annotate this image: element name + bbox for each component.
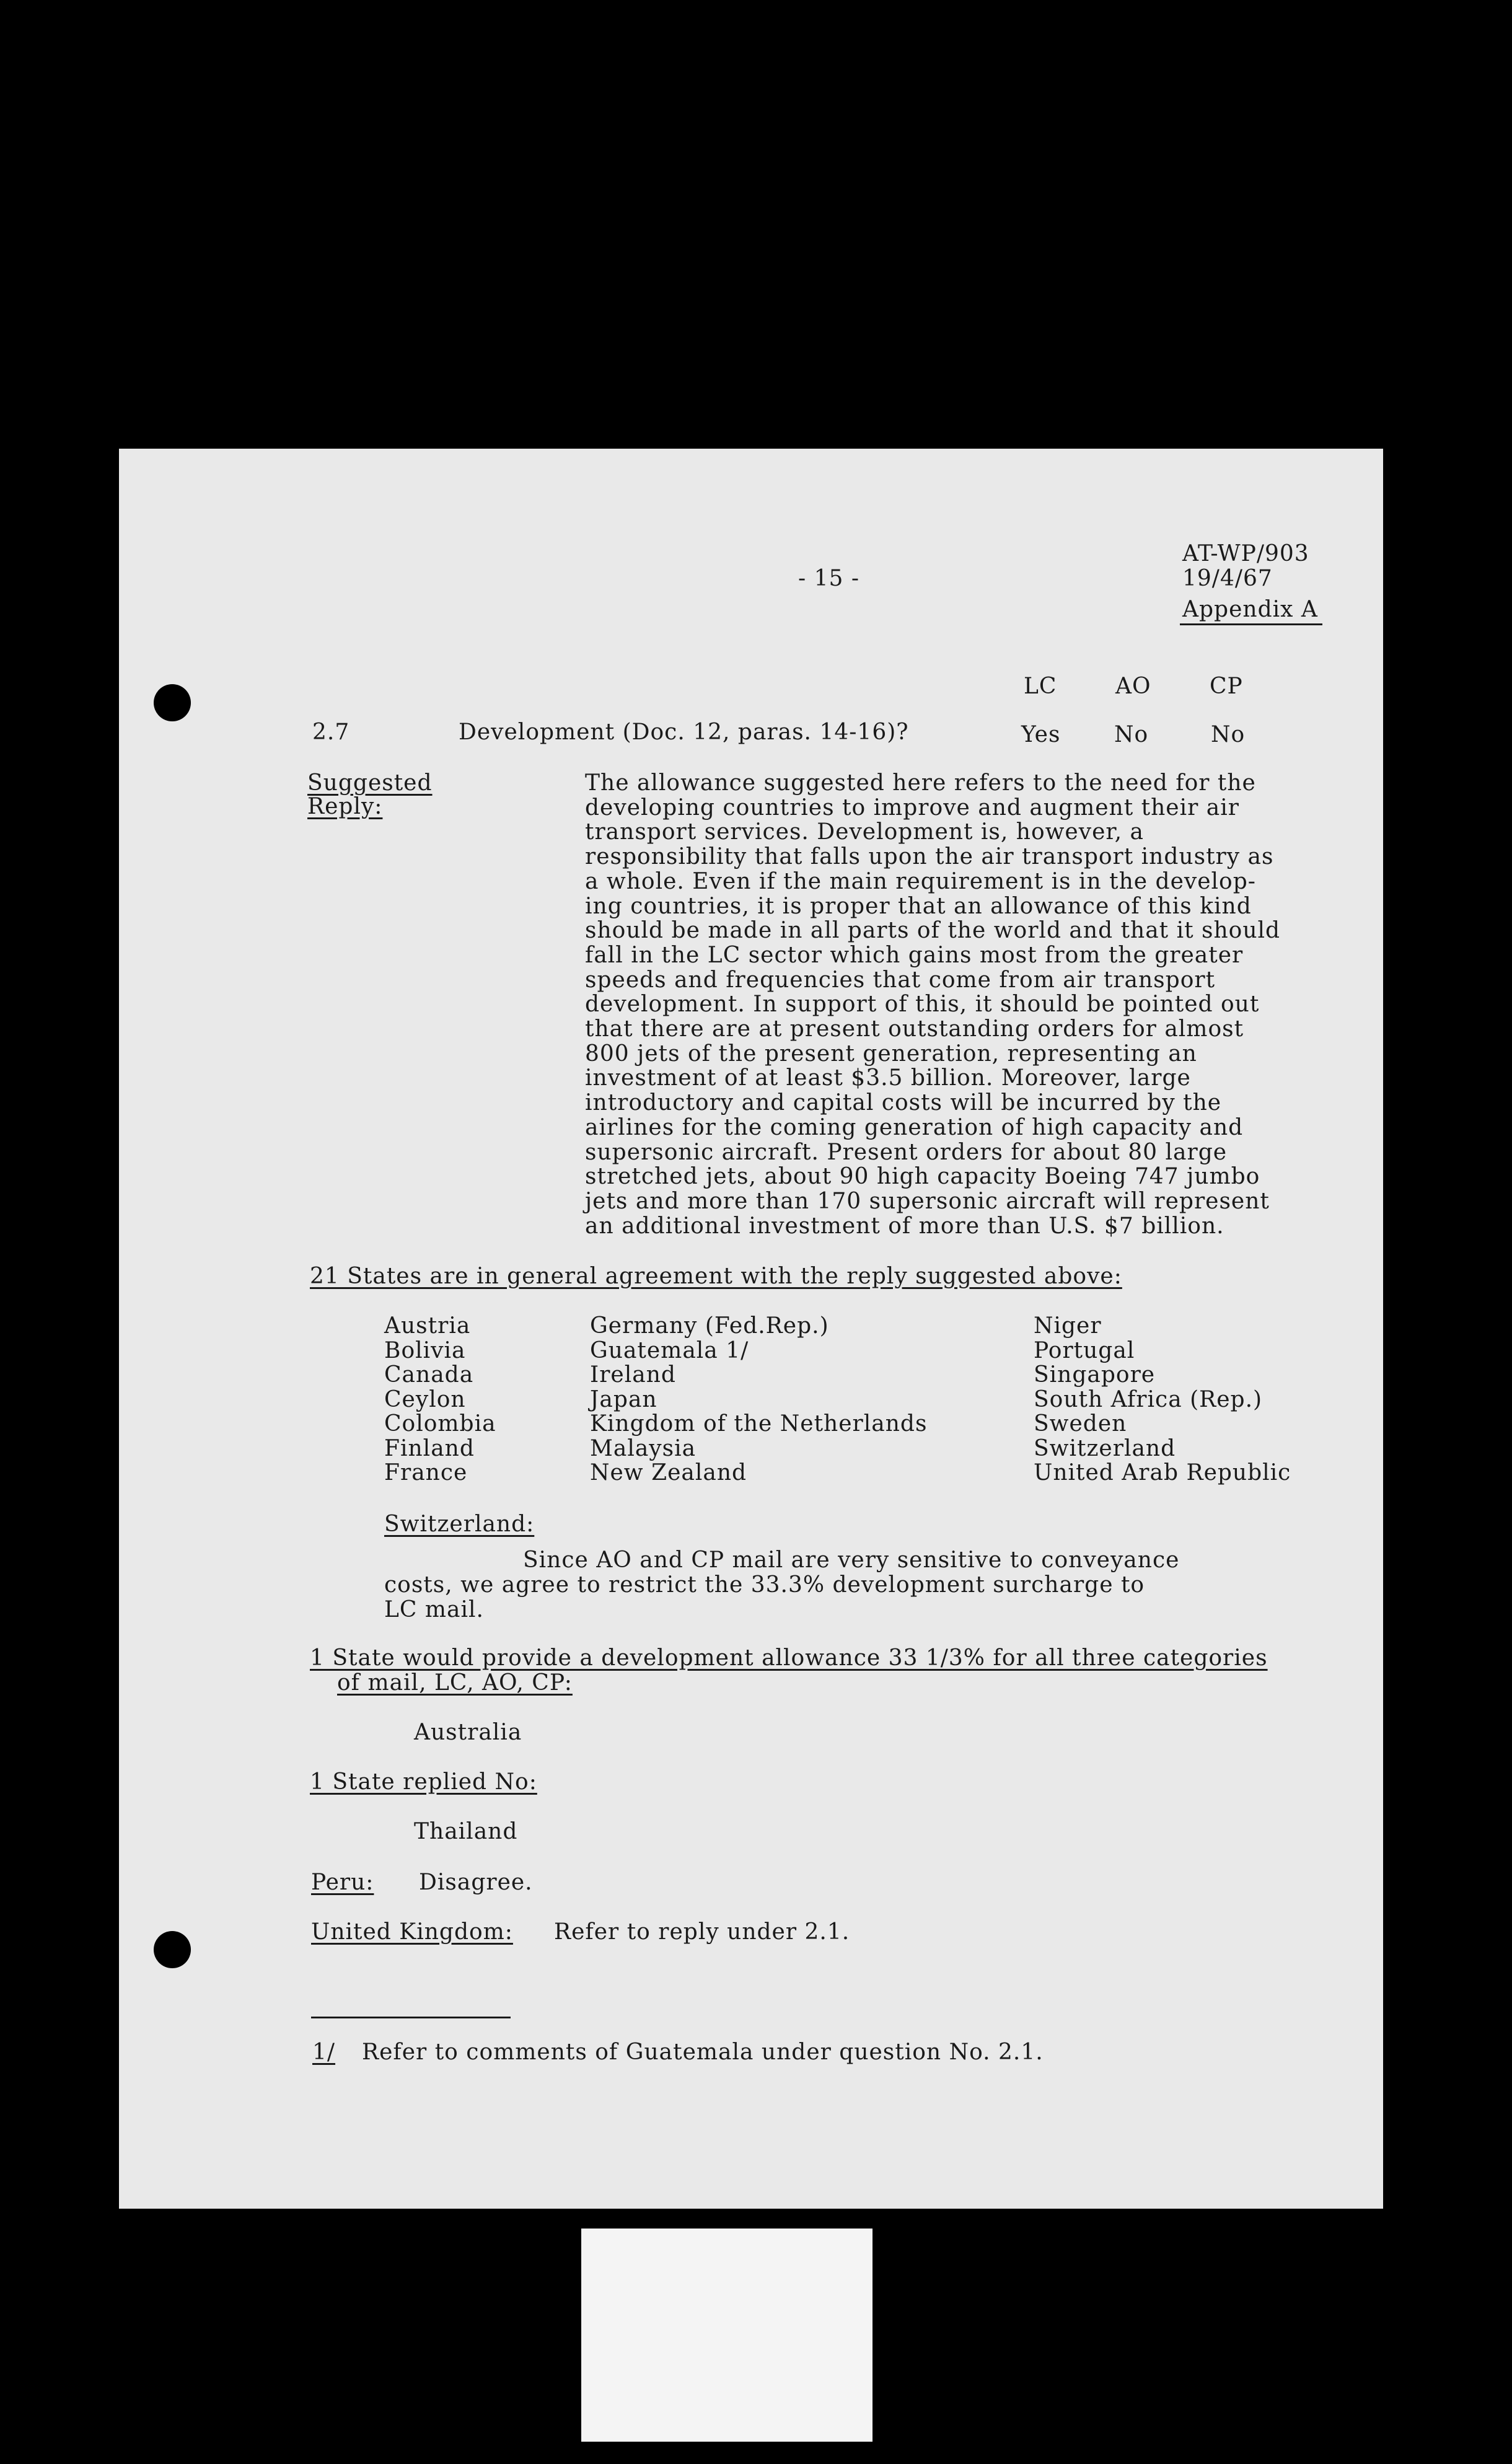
uk-text: Refer to reply under 2.1. bbox=[554, 1919, 850, 1945]
reply-line: an additional investment of more than U.S. $7 billion. bbox=[585, 1213, 1224, 1239]
reply-line: transport services. Development is, however, a bbox=[585, 819, 1144, 845]
reply-line: introductory and capital costs will be incurred by the bbox=[585, 1090, 1222, 1116]
document-page bbox=[119, 449, 1383, 2209]
footnote-text: Refer to comments of Guatemala under question No. 2.1. bbox=[362, 2039, 1044, 2065]
state-item: Niger bbox=[1034, 1313, 1102, 1339]
state-item: Bolivia bbox=[384, 1337, 466, 1363]
suggested-reply-text bbox=[585, 771, 1316, 1238]
reply-line: fall in the LC sector which gains most from the greater bbox=[585, 942, 1244, 968]
peru-text: Disagree. bbox=[419, 1870, 533, 1895]
switzerland-line: costs, we agree to restrict the 33.3% development surcharge to bbox=[384, 1572, 1145, 1598]
state-item: Singapore bbox=[1034, 1362, 1156, 1388]
state-item: Sweden bbox=[1034, 1411, 1127, 1437]
reply-line: a whole. Even if the main requirement is in the develop- bbox=[585, 868, 1256, 894]
state-australia: Australia bbox=[414, 1720, 522, 1745]
state-item: Kingdom of the Netherlands bbox=[590, 1411, 928, 1437]
reply-line: development. In support of this, it should be pointed out bbox=[585, 992, 1260, 1018]
reply-line: airlines for the coming generation of high capacity and bbox=[585, 1114, 1244, 1140]
states-col-1 bbox=[384, 1314, 496, 1485]
appendix-underline bbox=[1180, 623, 1322, 625]
state-item: Colombia bbox=[384, 1411, 496, 1437]
reply-line: The allowance suggested here refers to the need for the bbox=[585, 770, 1256, 796]
appendix-label: Appendix A bbox=[1182, 597, 1318, 622]
answer-ao: No bbox=[1114, 722, 1149, 747]
punch-hole-top bbox=[154, 684, 191, 721]
state-item: France bbox=[384, 1460, 468, 1485]
doc-date: 19/4/67 bbox=[1182, 566, 1273, 591]
answer-lc: Yes bbox=[1021, 722, 1061, 747]
reply-line: supersonic aircraft. Present orders for about 80 large bbox=[585, 1139, 1228, 1165]
states-col-3 bbox=[1034, 1314, 1291, 1485]
state-item: Malaysia bbox=[590, 1435, 697, 1461]
state-item: Japan bbox=[590, 1386, 657, 1412]
col-cp: CP bbox=[1210, 674, 1243, 699]
state-thailand: Thailand bbox=[414, 1819, 518, 1844]
state-item: Ireland bbox=[590, 1362, 676, 1388]
state-item: Austria bbox=[384, 1313, 471, 1339]
doc-ref: AT-WP/903 bbox=[1182, 541, 1309, 566]
page-number: - 15 - bbox=[798, 566, 860, 591]
agreement-heading: 21 States are in general agreement with the reply suggested above: bbox=[310, 1264, 1122, 1289]
punch-hole-bottom bbox=[154, 1931, 191, 1968]
reply-line: jets and more than 170 supersonic aircraft will represent bbox=[585, 1188, 1270, 1214]
states-col-2 bbox=[590, 1314, 927, 1485]
footnote-mark: 1/ bbox=[312, 2039, 336, 2065]
switzerland-line: Since AO and CP mail are very sensitive to conveyance bbox=[523, 1547, 1180, 1573]
state-item: Germany (Fed.Rep.) bbox=[590, 1313, 829, 1339]
question-text: Development (Doc. 12, paras. 14-16)? bbox=[459, 719, 909, 745]
state-item: New Zealand bbox=[590, 1460, 747, 1485]
suggested-label-2: Reply: bbox=[307, 794, 383, 819]
one-state-all-line1: 1 State would provide a development allowance 33 1/3% for all three categories bbox=[310, 1645, 1268, 1671]
state-item: South Africa (Rep.) bbox=[1034, 1386, 1263, 1412]
switzerland-label: Switzerland: bbox=[384, 1511, 535, 1537]
reply-line: stretched jets, about 90 high capacity Boeing 747 jumbo bbox=[585, 1164, 1260, 1190]
footnote-rule bbox=[311, 2017, 511, 2018]
reply-line: responsibility that falls upon the air transport industry as bbox=[585, 844, 1274, 870]
one-state-no-heading: 1 State replied No: bbox=[310, 1769, 537, 1795]
reply-line: speeds and frequencies that come from air transport bbox=[585, 967, 1216, 993]
state-item: Switzerland bbox=[1034, 1435, 1176, 1461]
peru-label: Peru: bbox=[311, 1870, 374, 1895]
state-item: Ceylon bbox=[384, 1386, 466, 1412]
state-item: Canada bbox=[384, 1362, 474, 1388]
switzerland-line: LC mail. bbox=[384, 1597, 484, 1622]
suggested-label-1: Suggested bbox=[307, 770, 433, 796]
state-item: Guatemala 1/ bbox=[590, 1337, 749, 1363]
uk-label: United Kingdom: bbox=[311, 1919, 513, 1945]
film-target-card bbox=[581, 2229, 872, 2442]
state-item: United Arab Republic bbox=[1034, 1460, 1291, 1485]
reply-line: investment of at least $3.5 billion. Moreover, large bbox=[585, 1065, 1191, 1091]
question-number: 2.7 bbox=[312, 719, 350, 745]
reply-line: should be made in all parts of the world and that it should bbox=[585, 918, 1281, 944]
reply-line: that there are at present outstanding orders for almost bbox=[585, 1016, 1244, 1042]
answer-cp: No bbox=[1211, 722, 1246, 747]
reply-line: developing countries to improve and augment their air bbox=[585, 794, 1239, 821]
one-state-all-line2: of mail, LC, AO, CP: bbox=[337, 1670, 573, 1696]
reply-line: ing countries, it is proper that an allowance of this kind bbox=[585, 893, 1252, 919]
reply-line: 800 jets of the present generation, representing an bbox=[585, 1041, 1197, 1067]
col-lc: LC bbox=[1024, 674, 1057, 699]
state-item: Portugal bbox=[1034, 1337, 1135, 1363]
col-ao: AO bbox=[1115, 674, 1151, 699]
state-item: Finland bbox=[384, 1435, 475, 1461]
